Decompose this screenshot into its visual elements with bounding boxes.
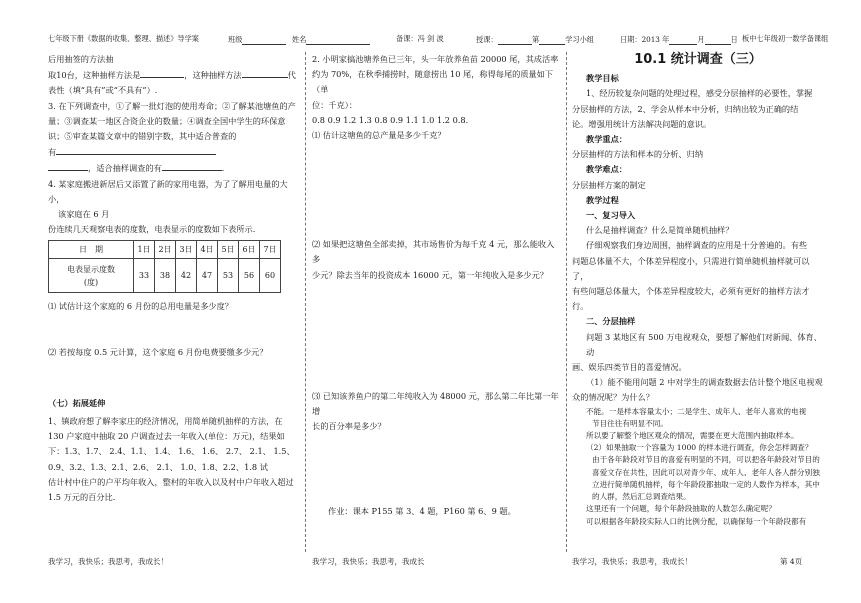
text-line: 0.9、3.2、1.3、2.1、2.6、 2.1、 1.0、1.8、2.2、1.8 试 [48,461,268,472]
electricity-table [48,240,281,293]
question: ⑴ 估计这塘鱼的总产量是多少千克？ [312,130,446,141]
text-line: 分层抽样的方法和样本的分析、归纳 [572,149,704,160]
text-line: 识；⑤审查某篇文章中的错别字数，其中适合普查的 [48,131,237,142]
text-line: 3. 在下列调查中，①了解一批灯泡的使用寿命；②了解某池塘鱼的产 [48,100,296,111]
text-line: 有些问题总体量大，个体差异程度较大，必须有更好的抽样方法才行。 [572,286,810,312]
header-date: 日期：2013 年 月 日 [620,35,738,44]
section-heading: 教学目标 [586,73,619,84]
text-line: 仔细观察我们身边周围，抽样调查的应用是十分普遍的。有些 [586,240,808,251]
table-cell: 38 [155,259,176,293]
table-cell: 53 [218,259,239,293]
table-cell: 56 [239,259,260,293]
text-line: （1）能不能用问题 2 中对学生的调查数据去估计整个地区电视观 [586,377,823,388]
table-cell: 3日 [176,241,197,259]
text-line: 由于各年龄段对节目的喜爱有明显的不同，可以把各年龄段对节目的 [592,455,820,465]
text-line: 可以根据各年龄段实际人口的比例分配，以确保每一个年龄段都有 [586,516,807,526]
text-line: 立进行简单随机抽样，每个年龄段都抽取一定的人数作为样本，其中 [592,479,820,489]
text-line: 位：千克）： [312,99,358,110]
header-group: 第 学习小组 [532,35,594,44]
text-line: 0.8 0.9 1.2 1.3 0.8 0.9 1.1 1.0 1.2 0.8. [312,114,469,125]
text-line: 该家庭在 6 月 [58,209,110,220]
text-line: 取10台，这种抽样方法是 ，这种抽样方法 代 [48,67,300,83]
text-line: 众的情况呢？为什么？ [572,392,654,403]
text-line: 问题总体量不大，个体差异程度小，只需进行简单随机抽样就可以了， [572,255,810,281]
header-teach: 授课： [476,34,532,45]
footer-middle: 我学习，我快乐；我思考，我成长 [312,557,425,566]
table-cell: 60 [260,259,281,293]
table-cell: 42 [176,259,197,293]
table-row [49,241,281,259]
text-line: 喜爱文存在共性，因此可以对青少年、成年人、老年人各人群分别独 [592,467,820,477]
text-line: 不能。一是样本容量太小；二是学生、成年人、老年人喜欢的电视 [586,406,807,416]
table-cell: 电表显示度数 (度) [49,259,134,293]
text-line: 130 户家庭中抽取 20 户调查过去一年收入(单位：万元)，结果如 [48,431,285,442]
section-heading: （七）拓展延伸 [48,397,106,408]
table-cell: 33 [134,259,155,293]
table-cell: 1日 [134,241,155,259]
text-line: 下：1.3、1.7、 2.4、1.1、 1.4、 1.6、 1.6、 2.7、 2.1、 1.5、 [48,446,295,457]
table-cell: 日 期 [49,241,134,259]
column-left [48,52,300,505]
table-cell: 7日 [260,241,281,259]
text-line: 2. 小明家搞池塘养鱼已三年，头一年放养鱼苗 20000 尾，其成活率 [312,54,559,64]
table-cell: 2日 [155,241,176,259]
text-line: 量；③调查某一地区合资企业的数量；④调查全国中学生的环保意 [48,115,286,126]
table-cell: 4日 [197,241,218,259]
text-line: 画、娱乐四类节目的喜爱情况。 [572,362,687,373]
question: ⑵ 若按每度 0.5 元计算，这个家庭 6 月份电费要缴多少元？ [48,346,268,357]
section-heading: 一、复习导入 [586,210,636,221]
header-right: 板中七年级初一数学备课组 [742,34,829,43]
text-line: 分层抽样的方法，2、学会从样本中分析，归纳出较为正确的结 [572,103,799,114]
text-line: （2）如果抽取一个容量为 1000 的样本进行调查，你会怎样调查？ [586,443,813,453]
footer-left: 我学习，我快乐；我思考，我成长！ [48,557,168,566]
text-line: 论。增强用统计方法解决问题的意识。 [572,118,712,129]
text-line: 问题 3 某地区有 500 万电视观众，要想了解他们对新闻、体育、动 [586,331,822,357]
question: ⑶ 已知该养鱼户的第二年纯收入为 48000 元，那么第二年比第一年增 [312,390,559,417]
section-heading: 教学重点： [586,134,627,145]
text-line: 4. 某家庭搬进新居后又添置了新的家用电器，为了了解用电量的大小， [48,178,288,204]
table-cell: 47 [197,259,218,293]
text-line: 1.5 万元的百分比. [48,492,116,503]
text-line: 后用抽签的方法抽 [48,54,114,64]
section-heading: 二、分层抽样 [586,316,636,327]
text-line: 所以要了解整个地区观众的情况，需要在更大范围内抽取样本。 [586,431,799,441]
column-divider-2 [566,52,567,552]
text-line: 的人群，然后汇总调查结果。 [592,492,691,502]
section-heading: 教学难点： [586,164,627,175]
lesson-title: 10.1 统计调查（三） [634,52,762,67]
header-prep: 备课：冯 剑 波 [396,34,444,43]
text-line: 分层抽样方案的制定 [572,179,646,190]
table-cell: 6日 [239,241,260,259]
text-line: 表性（填“具有”或“不具有”）. [48,85,158,96]
text-line: 约为 70%，在秋季捕捞时，随意捞出 10 尾，称得每尾的质量如下（单 [312,69,554,95]
column-right [572,52,824,528]
header-class: 班级 [228,34,286,45]
question: 少元？除去当年的投资成本 16000 元，第一年纯收入是多少元？ [312,269,548,280]
column-middle [312,52,560,520]
header-name: 姓名 [292,34,370,45]
text-line: 什么是抽样调查？什么是简单随机抽样？ [586,225,734,236]
homework: 作业：课本 P155 第 3、4 题，P160 第 6、9 题。 [328,506,516,517]
footer-right: 我学习，我快乐；我思考，我成长！ [572,557,692,566]
question: 长的百分率是多少？ [312,421,386,432]
section-heading: 教学过程 [586,194,619,205]
text-line: 估计村中住户的户平均年收入，整村的年收入以及村中户年收入超过 [48,476,294,487]
column-divider-1 [305,52,306,552]
question: ⑵ 如果把这塘鱼全部卖掉，其市场售价为每千克 4 元，那么能收入多 [312,239,555,265]
text-line: 份连续几天观察电表的度数，电表显示的度数如下表所示. [48,224,256,235]
header-left: 七年级下册《数据的收集、整理、描述》导学案 [48,34,199,43]
text-line: 节目往往有明显不同。 [592,418,668,428]
text-line: 这里还有一个问题，每个年龄段抽取的人数怎么确定呢？ [586,504,776,514]
question: ⑴ 试估计这个家庭的 6 月份的总用电量是多少度？ [48,301,233,312]
table-cell: 5日 [218,241,239,259]
text-line: ，适合抽样调查的有 . [48,160,300,176]
table-row [49,259,281,293]
text-line: 有 [48,144,300,160]
text-line: 1、经历较复杂问题的处理过程，感受分层抽样的必要性，掌握 [586,88,813,99]
page-number: 第 4页 [780,557,803,566]
text-line: 1、镇政府想了解李家庄的经济情况，用简单随机抽样的方法，在 [48,416,283,427]
